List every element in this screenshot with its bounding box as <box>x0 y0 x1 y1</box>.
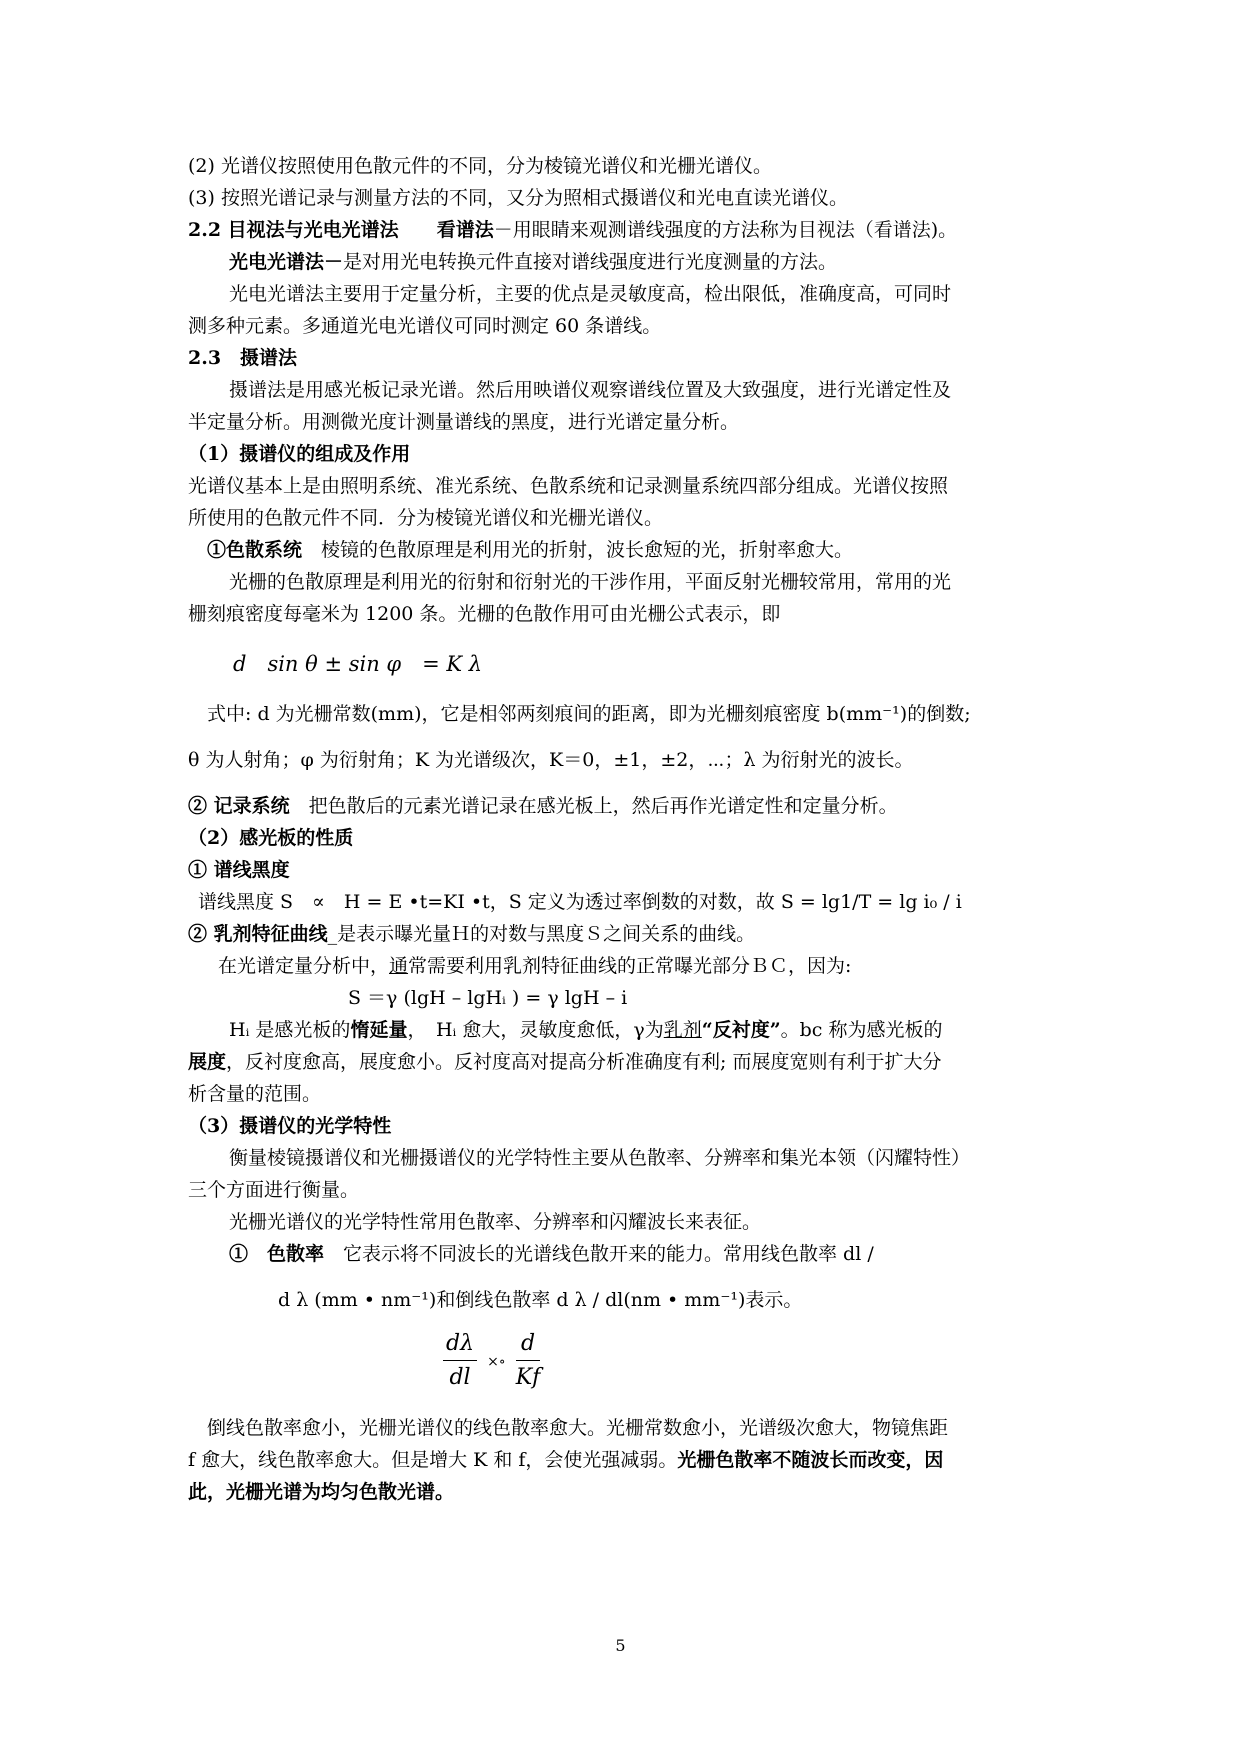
text-line: 测多种元素。多通道光电光谱仪可同时测定 60 条谱线。 <box>188 315 662 337</box>
text-line: 倒线色散率愈小，光栅光谱仪的线色散率愈大。光栅常数愈小，光谱级次愈大，物镜焦距 <box>207 1417 949 1439</box>
text-line: θ 为人射角；φ 为衍射角；K 为光谱级次，K＝0，±1，±2，⋯；λ 为衍射光的波长。 <box>188 749 914 771</box>
fraction-rhs: $\frac{d}{Kf}$ <box>516 1328 541 1395</box>
dispersion-formula <box>188 1328 1068 1402</box>
text-line: 光栅光谱仪的光学特性常用色散率、分辨率和闪耀波长来表征。 <box>229 1211 762 1233</box>
text-line: 光谱仪基本上是由照明系统、准光系统、色散系统和记录测量系统四部分组成。光谱仪按照 <box>188 475 949 497</box>
text-line: 光电光谱法主要用于定量分析，主要的优点是灵敏度高，检出限低，准确度高，可同时 <box>229 283 952 305</box>
text-line: 半定量分析。用测微光度计测量谱线的黑度，进行光谱定量分析。 <box>188 411 740 433</box>
text-line: ①色散系统 棱镜的色散原理是利用光的折射，波长愈短的光，折射率愈大。 <box>207 539 854 561</box>
subsection-heading: （1）摄谱仪的组成及作用 <box>188 443 411 465</box>
text-line: ② 乳剂特征曲线_是表示曝光量Ｈ的对数与黑度Ｓ之间关系的曲线。 <box>188 923 756 945</box>
text-line: ① 色散率 它表示将不同波长的光谱线色散开来的能力。常用线色散率 dl / <box>229 1243 874 1265</box>
text-line: 光栅的色散原理是利用光的衍射和衍射光的干涉作用，平面反射光栅较常用，常用的光 <box>229 571 952 593</box>
subsection-heading: ① 谱线黑度 <box>188 859 290 881</box>
text-line: 光电光谱法－是对用光电转换元件直接对谱线强度进行光度测量的方法。 <box>229 251 838 273</box>
text-line: 栅刻痕密度每毫米为 1200 条。光栅的色散作用可由光栅公式表示，即 <box>188 603 781 625</box>
grating-formula: d sin θ ± sin φ = K λ <box>233 652 483 676</box>
page-number: 5 <box>615 1636 626 1655</box>
section-heading-2-3: 2.3 摄谱法 <box>188 347 298 369</box>
text-line: ② 记录系统 把色散后的元素光谱记录在感光板上，然后再作光谱定性和定量分析。 <box>188 795 898 817</box>
text-line: Hᵢ 是感光板的惰延量， Hᵢ 愈大，灵敏度愈低，γ为乳剂“反衬度”。bc 称为感光板的 <box>229 1019 943 1041</box>
text-line: d λ (mm • nm⁻¹)和倒线色散率 d λ / dl(nm • mm⁻¹)表示。 <box>278 1289 803 1311</box>
subsection-heading: （3）摄谱仪的光学特性 <box>188 1115 392 1137</box>
text-line: 此，光栅光谱为均匀色散光谱。 <box>188 1481 455 1503</box>
text-line: 摄谱法是用感光板记录光谱。然后用映谱仪观察谱线位置及大致强度，进行光谱定性及 <box>229 379 952 401</box>
text-line: f 愈大，线色散率愈大。但是增大 K 和 f，会使光强减弱。光栅色散率不随波长而改变，因 <box>188 1449 944 1471</box>
text-line: 谱线黑度 S ∝ H = E •t=KI •t，S 定义为透过率倒数的对数，故 S = lg1/T = lg i₀ / i <box>198 891 962 913</box>
subsection-heading: （2）感光板的性质 <box>188 827 354 849</box>
text-line: 所使用的色散元件不同．分为棱镜光谱仪和光栅光谱仪。 <box>188 507 664 529</box>
text-line: 衡量棱镜摄谱仪和光栅摄谱仪的光学特性主要从色散率、分辨率和集光本领（闪耀特性） <box>229 1147 971 1169</box>
text-line: (3) 按照光谱记录与测量方法的不同，又分为照相式摄谱仪和光电直读光谱仪。 <box>188 187 848 209</box>
section-heading-2-2: 2.2 目视法与光电光谱法 看谱法－用眼睛来观测谱线强度的方法称为目视法（看谱法)。 <box>188 219 958 241</box>
text-line: 析含量的范围。 <box>188 1083 322 1105</box>
fraction-lhs: $\frac{d\lambda}{dl}$ <box>443 1328 477 1395</box>
text-line: 式中: d 为光栅常数(mm)，它是相邻两刻痕间的距离，即为光栅刻痕密度 b(mm⁻¹)的倒数; <box>207 703 971 725</box>
document-body <box>188 150 1068 1508</box>
emulsion-equation: S ＝γ (lgH – lgHᵢ ) = γ lgH – i <box>348 987 628 1009</box>
equals-sign: ×∘ <box>487 1353 506 1370</box>
text-line: 在光谱定量分析中，通常需要利用乳剂特征曲线的正常曝光部分ＢＣ，因为: <box>218 955 852 977</box>
text-line: 三个方面进行衡量。 <box>188 1179 360 1201</box>
text-line: (2) 光谱仪按照使用色散元件的不同，分为棱镜光谱仪和光栅光谱仪。 <box>188 155 772 177</box>
text-line: 展度，反衬度愈高，展度愈小。反衬度高对提高分析准确度有利; 而展度宽则有利于扩大分 <box>188 1051 942 1073</box>
